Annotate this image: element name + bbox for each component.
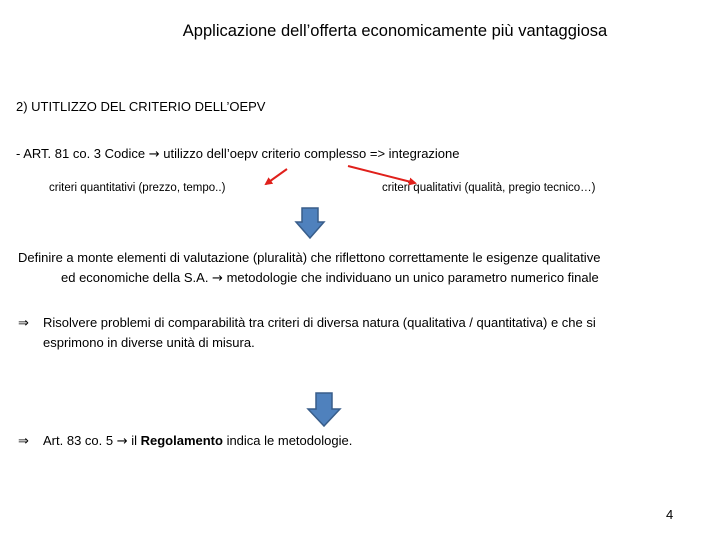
bullet-comparability-line-1: Risolvere problemi di comparabilità tra criteri di diversa natura (qualitativa / quantitativa) e che si bbox=[43, 315, 596, 330]
article-81-continuation: utilizzo dell’oepv criterio complesso => integrazione bbox=[159, 146, 460, 161]
red-arrow-right-icon bbox=[348, 166, 415, 183]
slide-title: Applicazione dell’offerta economicamente più vantaggiosa bbox=[182, 22, 608, 40]
definition-line-2-start: ed economiche della S.A. bbox=[61, 270, 213, 285]
implies-icon: ⇒ bbox=[18, 316, 29, 331]
article-83-il: il bbox=[127, 433, 141, 448]
bullet-comparability-text bbox=[43, 313, 596, 353]
bullet-article-83 bbox=[18, 431, 352, 452]
section-heading: 2) UTITLIZZO DEL CRITERIO DELL’OEPV bbox=[16, 99, 266, 114]
article-83-ref: Art. 83 co. 5 bbox=[43, 433, 117, 448]
right-arrow-icon-2: → bbox=[212, 271, 223, 286]
bullet-article-83-text bbox=[43, 431, 352, 452]
definition-line-2 bbox=[18, 268, 600, 289]
page-number: 4 bbox=[666, 507, 674, 522]
regolamento-bold: Regolamento bbox=[140, 433, 223, 448]
definition-paragraph bbox=[18, 248, 600, 289]
quantitative-criteria-label: criteri quantitativi (prezzo, tempo..) bbox=[49, 182, 226, 194]
right-arrow-icon-3: → bbox=[116, 434, 128, 449]
red-arrow-left-icon bbox=[266, 169, 287, 184]
right-arrow-icon: → bbox=[148, 147, 160, 162]
implies-icon-2: ⇒ bbox=[18, 434, 29, 449]
definition-line-1: Definire a monte elementi di valutazione (pluralità) che riflettono correttamente le esigenze qualitative bbox=[18, 250, 601, 265]
down-block-arrow-icon-2 bbox=[308, 393, 340, 426]
bullet-comparability bbox=[18, 313, 596, 353]
down-block-arrow-icon bbox=[296, 208, 324, 238]
qualitative-criteria-label: criteri qualitativi (qualità, pregio tecnico…) bbox=[382, 182, 596, 194]
bullet-comparability-line-2: esprimono in diverse unità di misura. bbox=[43, 335, 255, 350]
article-83-end: indica le metodologie. bbox=[222, 433, 353, 448]
article-81-text: - ART. 81 co. 3 Codice bbox=[16, 146, 149, 161]
definition-line-2-end: metodologie che individuano un unico parametro numerico finale bbox=[222, 270, 599, 285]
